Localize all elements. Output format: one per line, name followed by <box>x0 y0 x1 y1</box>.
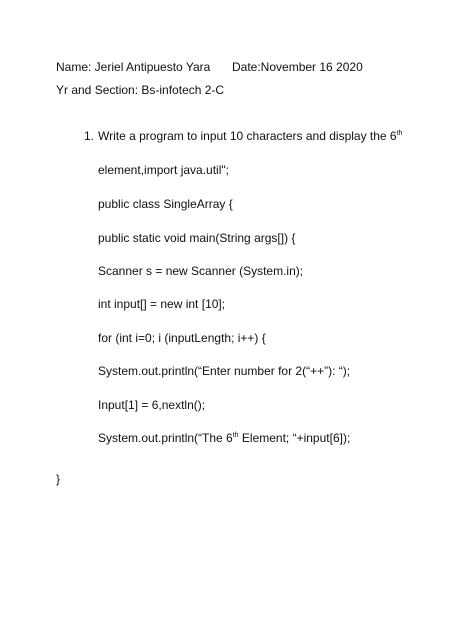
code-line-for: for (int i=0; i (inputLength; i++) { <box>98 331 266 345</box>
question-text <box>98 129 402 143</box>
code-line-output-post: Element; “+input[6]); <box>238 431 351 445</box>
code-line-class: public class SingleArray { <box>98 197 233 211</box>
code-line-scanner: Scanner s = new Scanner (System.in); <box>98 264 304 278</box>
submission-date: Date:November 16 2020 <box>232 60 363 74</box>
code-line-prompt: System.out.println(“Enter number for 2(“++”): “); <box>98 364 351 378</box>
code-line-output-superscript: th <box>232 432 239 439</box>
code-line-input: Input[1] = 6,nextln(); <box>98 398 206 412</box>
student-name: Name: Jeriel Antipuesto Yara <box>56 60 211 74</box>
question-text-superscript: th <box>396 130 403 137</box>
question-text-main: Write a program to input 10 characters and display the 6 <box>98 129 397 143</box>
code-line-main: public static void main(String args[]) { <box>98 231 296 245</box>
year-and-section: Yr and Section: Bs-infotech 2-C <box>56 83 225 97</box>
question-number: 1. <box>84 129 95 143</box>
code-line-output-pre: System.out.println(“The 6 <box>98 431 233 445</box>
closing-brace: } <box>56 472 61 486</box>
code-line-output <box>98 431 350 445</box>
code-line-import: element,import java.util"; <box>98 163 229 177</box>
code-line-array: int input[] = new int [10]; <box>98 297 226 311</box>
